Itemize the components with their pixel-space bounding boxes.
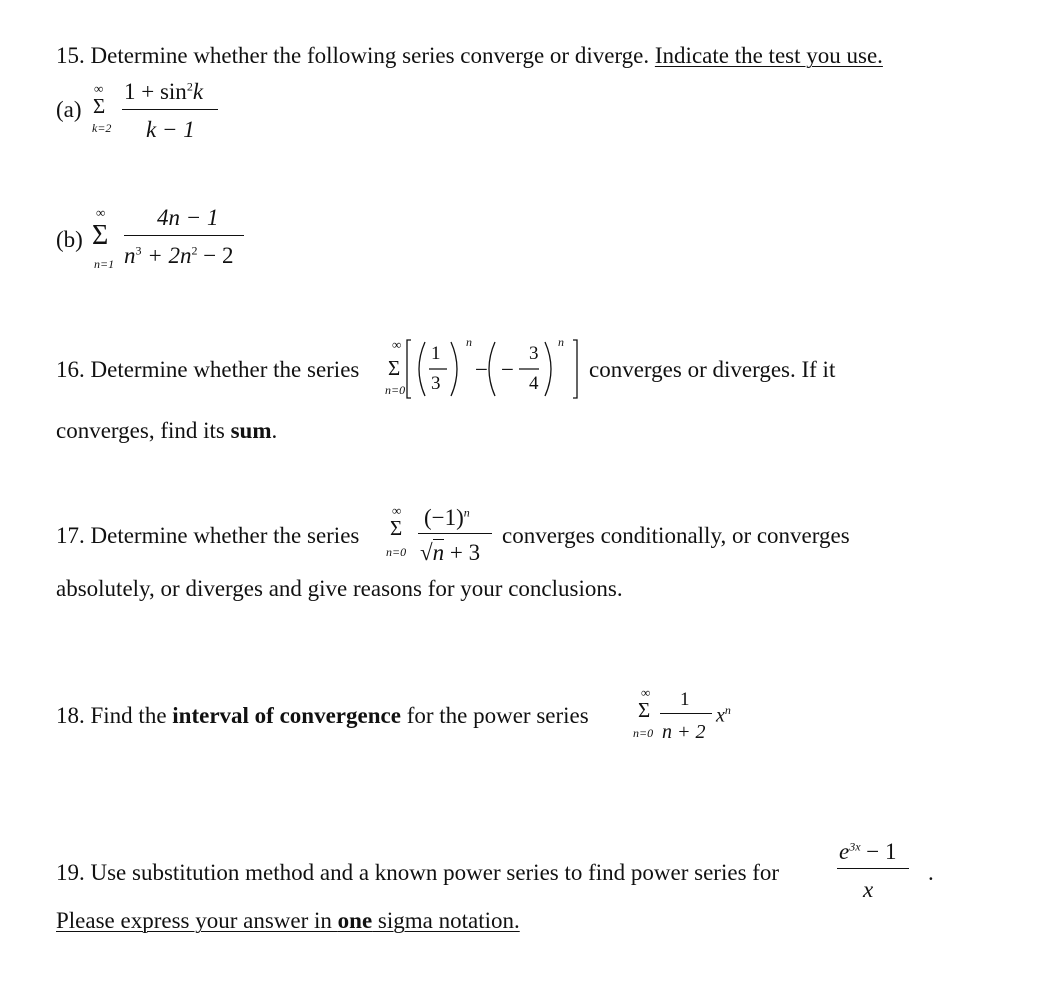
q17-suffix: converges conditionally, or converges [502,523,850,548]
q15b-den-mid: + 2n [147,243,192,268]
q16-upper-limit: ∞ [392,337,402,352]
q15b-den-sup1: 3 [135,243,142,258]
q16-line2 [56,419,277,442]
q16-exp2: n [558,335,564,349]
q15b-den-sup2: 2 [191,243,198,258]
q16-paren2-right [545,342,551,396]
q16-line2-end: . [271,418,278,443]
q17-lower-limit: n=0 [386,545,407,559]
q15b-den-n: n [124,243,136,268]
q19-line2-end: sigma notation. [372,908,520,933]
q15-intro [56,44,883,67]
q15b-label: (b) [56,227,83,252]
q16-prefix: 16. Determine whether the series [56,357,360,382]
q19-line2-prefix: Please express your answer in [56,908,338,933]
q18-upper-limit: ∞ [641,685,651,700]
q15b-den-end: − 2 [203,243,234,268]
q16-paren1-right [451,342,457,396]
q17-denominator [420,541,480,564]
q15a-fraction-bar [122,109,218,110]
q18-sigma: Σ [638,698,651,722]
q16-line2-bold: sum [230,418,272,443]
q19-num-e: e [839,839,850,864]
q17-upper-limit: ∞ [392,503,402,518]
q18-x-sup: n [724,703,731,717]
q15a-numerator [124,80,203,103]
q16-right-square-bracket [573,340,577,398]
q18-text [56,704,589,727]
q15-intro-underlined: Indicate the test you use. [654,43,883,68]
q17-numerator [424,506,470,529]
q15a-denominator: k − 1 [146,117,195,142]
q18-lower-limit: n=0 [633,726,654,740]
q15a-num-sup: 2 [186,79,193,94]
q18-x: x [716,704,725,727]
q19-line1: 19. Use substitution method and a known power series to find power series for [56,860,780,885]
q15b-fraction-bar [124,235,244,236]
q16-frac1-numerator: 1 [431,343,441,364]
q16-paren1-left [419,342,425,396]
q17-num-sup: n [463,505,470,520]
q16-line2-prefix: converges, find its [56,418,231,443]
q17-den-var: n [432,540,445,565]
q16-frac2-denominator: 4 [529,373,539,394]
q15b-upper-limit: ∞ [96,205,106,220]
q15b-numerator: 4n − 1 [157,205,219,230]
q16-minus: − [475,357,488,382]
q16-paren2-left [489,342,495,396]
q16-left-square-bracket [407,340,411,398]
q19-fraction-bar [837,868,909,869]
q19-num-rest: − 1 [860,839,897,864]
q16-exp1: n [466,335,472,349]
q18-numerator: 1 [680,689,690,710]
q18-denominator: n + 2 [662,721,706,743]
q19-line2 [56,909,520,932]
q17-sigma: Σ [390,516,403,540]
q17-fraction-bar [418,533,492,534]
q19-line2-bold: one [337,908,373,933]
q17-num-base: (−1) [424,505,464,530]
q17-line2: absolutely, or diverges and give reasons for your conclusions. [56,576,623,601]
q18-fraction-bar [660,713,712,714]
q17-prefix: 17. Determine whether the series [56,523,360,548]
q19-num-sup: 3x [849,839,861,854]
q18-prefix: 18. Find the [56,703,173,728]
q16-inner-minus: − [501,357,514,382]
q15a-num-main: 1 + sin [124,79,187,104]
q15a-upper-limit: ∞ [94,81,104,96]
q15b-lower-limit: n=1 [94,257,115,271]
q18-variable [716,704,731,726]
q15b-denominator [124,244,234,267]
q15a-sigma: Σ [93,94,106,118]
q16-sigma: Σ [388,356,401,380]
q19-period: . [928,860,934,885]
q16-lower-limit: n=0 [385,383,406,397]
q19-denominator: x [863,877,874,902]
q17-radical: √ [420,540,433,565]
q15b-sigma: Σ [92,220,109,251]
q18-bold: interval of convergence [172,703,401,728]
q15a-num-var: k [192,79,204,104]
q17-den-rest: + 3 [444,540,481,565]
q15a-lower-limit: k=2 [92,121,112,135]
q15-intro-text: 15. Determine whether the following series converge or diverge. [56,43,655,68]
q19-numerator [839,840,897,863]
q16-frac2-numerator: 3 [529,343,539,364]
q15a-label: (a) [56,97,82,122]
q18-mid: for the power series [400,703,589,728]
q16-suffix: converges or diverges. If it [589,357,836,382]
q16-frac1-denominator: 3 [431,373,441,394]
